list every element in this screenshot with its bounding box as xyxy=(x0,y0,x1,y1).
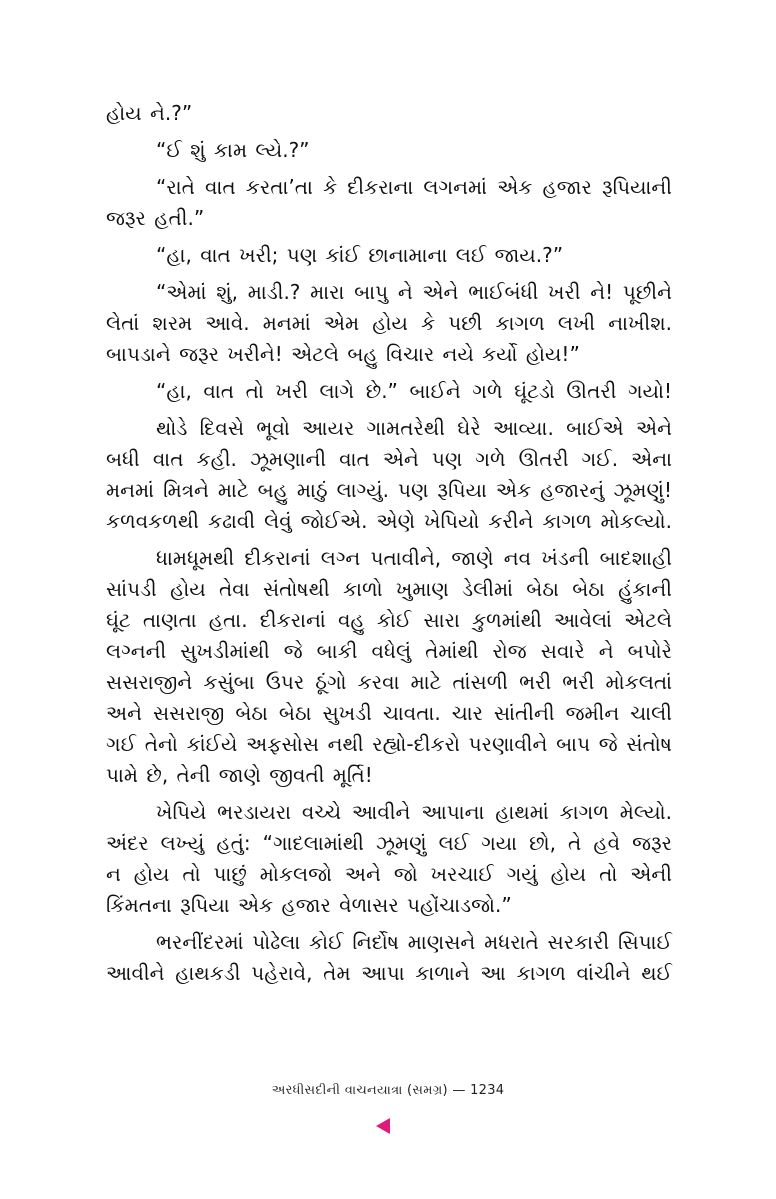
text-line: કિંમતના રૂપિયા એક હજાર વેળાસર પહોંચાડજો.” xyxy=(106,893,512,917)
paragraph xyxy=(106,135,672,166)
text-line: બાપડાને જરૂર ખરીને! એટલે બહુ વિચાર નયે કર્યો હોય!” xyxy=(106,342,580,366)
text-line: ન હોય તો પાછું મોકલજો અને જો ખરચાઈ ગયું હોય તો એની xyxy=(106,862,672,886)
text-line: સાંપડી હોય તેવા સંતોષથી કાળો ખુમાણ ડેલીમાં બેઠા બેઠા હુંકાની xyxy=(106,577,672,601)
text-line: “એમાં શું, માડી.? મારા બાપુ ને એને ભાઈબંધી ખરી ને! પૂછીને xyxy=(156,280,672,304)
text-line: બધી વાત કહી. ઝૂમણાની વાત એને પણ ગળે ઊતરી ગઈ. એના xyxy=(106,447,672,471)
text-line: જરૂર હતી.” xyxy=(106,206,205,230)
text-line: ધામધૂમથી દીકરાનાં લગ્ન પતાવીને, જાણે નવ ખંડની બાદશાહી xyxy=(156,546,672,570)
paragraph xyxy=(106,240,672,271)
paragraph xyxy=(106,927,672,989)
text-line: “હા, વાત ખરી; પણ કાંઈ છાનામાના લઈ જાય.?” xyxy=(156,243,564,267)
paragraph xyxy=(106,376,672,407)
text-line: સસરાજીને કસુંબા ઉપર ઠૂંગો કરવા માટે તાંસળી ભરી ભરી મોકલતાં xyxy=(106,670,672,694)
body-text xyxy=(106,98,672,989)
paragraph xyxy=(106,413,672,537)
paragraph xyxy=(106,98,672,129)
text-line: લગ્નની સુખડીમાંથી જે બાકી વધેલું તેમાંથી રોજ સવારે ને બપોરે xyxy=(106,639,672,663)
triangle-left-icon[interactable] xyxy=(376,1118,390,1134)
text-line: “રાતે વાત કરતા’તા કે દીકરાના લગનમાં એક હજાર રૂપિયાની xyxy=(156,175,672,199)
text-line: મનમાં મિત્રને માટે બહુ માઠું લાગ્યું. પણ રૂપિયા એક હજારનું ઝૂમણું! xyxy=(106,478,672,502)
text-line: અંદર લખ્યું હતું: “ગાદલામાંથી ઝૂમણું લઈ ગયા છો, તે હવે જરૂર xyxy=(106,831,672,855)
paragraph xyxy=(106,277,672,370)
paragraph xyxy=(106,543,672,791)
text-line: ભરનીંદરમાં પોઢેલા કોઈ નિર્દોષ માણસને મધરાતે સરકારી સિપાઈ xyxy=(156,930,672,954)
text-line: હોય ને.?” xyxy=(106,101,193,125)
text-line: ખેપિયે ભરડાયરા વચ્ચે આવીને આપાના હાથમાં કાગળ મેલ્યો. xyxy=(156,800,672,824)
text-line: પામે છે, તેની જાણે જીવતી મૂર્તિ! xyxy=(106,763,373,787)
text-line: થોડે દિવસે ભૂવો આયર ગામતરેથી ઘેરે આવ્યા. બાઈએ એને xyxy=(156,416,672,440)
text-line: “ઈ શું કામ લ્યે.?” xyxy=(156,138,310,162)
text-line: ગઈ તેનો કાંઈયે અફસોસ નથી રહ્યો-દીકરો પરણાવીને બાપ જે સંતોષ xyxy=(106,732,672,756)
text-line: કળવકળથી કઢાવી લેવું જોઈએ. એણે ખેપિયો કરીને કાગળ મોકલ્યો. xyxy=(106,509,672,533)
text-line: “હા, વાત તો ખરી લાગે છે.” બાઈને ગળે ઘૂંટડો ઊતરી ગયો! xyxy=(156,379,672,403)
text-line: આવીને હાથકડી પહેરાવે, તેમ આપા કાળાને આ કાગળ વાંચીને થઈ xyxy=(106,961,672,985)
text-line: અને સસરાજી બેઠા બેઠા સુખડી ચાવતા. ચાર સાંતીની જમીન ચાલી xyxy=(106,701,672,725)
paragraph xyxy=(106,172,672,234)
page-footer: અરધીસદીની વાચનયાત્રા (સમગ્ર) — 1234 xyxy=(271,1083,505,1098)
paragraph xyxy=(106,797,672,921)
text-line: લેતાં શરમ આવે. મનમાં એમ હોય કે પછી કાગળ લખી નાખીશ. xyxy=(106,311,672,335)
text-line: ઘૂંટ તાણતા હતા. દીકરાનાં વહુ કોઈ સારા કુળમાંથી આવેલાં એટલે xyxy=(106,608,672,632)
